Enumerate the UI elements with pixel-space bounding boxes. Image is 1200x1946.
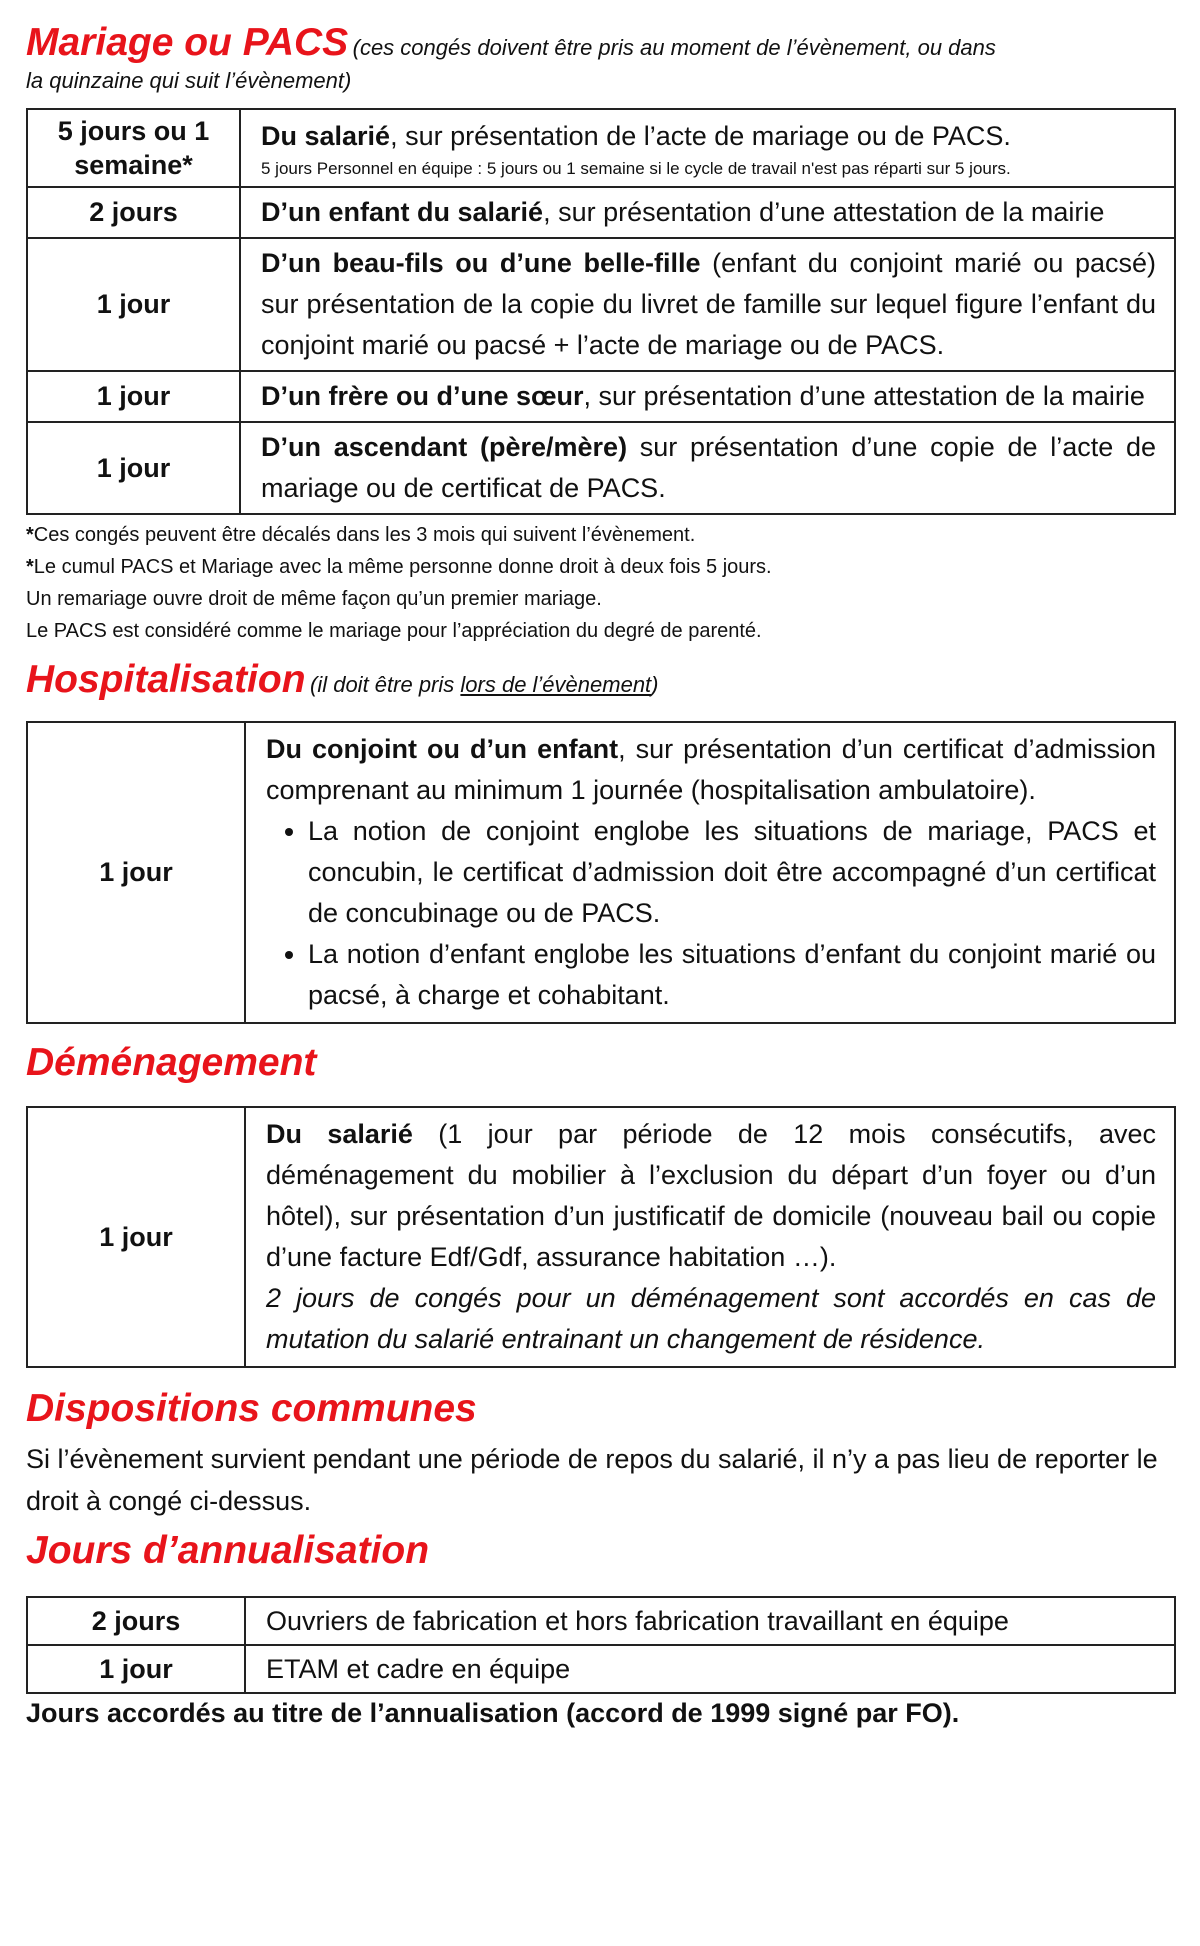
hospitalisation-heading [26, 657, 1176, 703]
note-star: * [26, 524, 34, 546]
bullet-list [266, 811, 1156, 1016]
dispositions-title: Dispositions communes [26, 1387, 477, 1430]
row-bold-text: D’un beau-fils ou d’une belle-fille [261, 248, 701, 278]
table-row [27, 422, 1175, 514]
description-cell: ETAM et cadre en équipe [245, 1645, 1175, 1693]
row-text: , sur présentation d’une attestation de la mairie [543, 197, 1105, 227]
mariage-table [26, 108, 1176, 515]
note-text: Le PACS est considéré comme le mariage pour l’appréciation du degré de parenté. [26, 620, 762, 642]
table-row [27, 1645, 1175, 1693]
row-text: , sur présentation de l’acte de mariage ou de PACS. [390, 120, 1011, 151]
list-item: • La notion d’enfant englobe les situations d’enfant du conjoint marié ou pacsé, à charge et cohabitant. [308, 934, 1156, 1016]
row-note: 5 jours Personnel en équipe : 5 jours ou 1 semaine si le cycle de travail n'est pas réparti sur 5 jours. [261, 158, 1011, 178]
days-cell: 1 jour [27, 722, 245, 1023]
description-cell [240, 187, 1175, 238]
table-row [27, 187, 1175, 238]
note-text: Un remariage ouvre droit de même façon qu’un premier mariage. [26, 588, 602, 610]
description-cell [245, 1107, 1175, 1367]
note-line [26, 519, 1176, 551]
row-bold-text: Du conjoint ou d’un enfant [266, 734, 619, 764]
row-text: (1 jour par période de 12 mois consécutifs, avec déménagement du mobilier à l’exclusion du départ d’un foyer ou d’un hôtel), sur présentation d’un justificatif de domicile (nouveau bail ou copie d’une facture Edf/Gdf, assurance habitation …). [266, 1119, 1156, 1272]
note-text: Le cumul PACS et Mariage avec la même personne donne droit à deux fois 5 jours. [33, 556, 772, 578]
days-cell: 5 jours ou 1 semaine* [27, 109, 240, 187]
note-line [26, 551, 1176, 583]
days-cell: 1 jour [27, 1645, 245, 1693]
annualisation-footer: Jours accordés au titre de l’annualisation (accord de 1999 signé par FO). [26, 1698, 960, 1728]
demenagement-heading [26, 1040, 1176, 1086]
subtitle-part: ) [651, 672, 659, 697]
days-cell: 2 jours [27, 1597, 245, 1645]
days-cell: 1 jour [27, 371, 240, 422]
row-text: (enfant du conjoint marié ou pacsé) sur présentation de la copie du livret de famille sur lequel figure l’enfant du conjoint marié ou pacsé + l’acte de mariage ou de PACS. [261, 248, 1156, 360]
row-text: , sur présentation d’une attestation de la mairie [583, 381, 1145, 411]
mariage-subtitle: (ces congés doivent être pris au moment de l’évènement, ou dans [352, 35, 996, 60]
table-row [27, 371, 1175, 422]
days-cell: 1 jour [27, 238, 240, 371]
annualisation-table [26, 1596, 1176, 1694]
demenagement-table [26, 1106, 1176, 1368]
note-line [26, 615, 1176, 647]
mariage-heading [26, 20, 1176, 66]
mariage-title: Mariage ou PACS [26, 21, 349, 64]
row-bold-text: D’un ascendant (père/mère) [261, 432, 628, 462]
subtitle-part: (il doit être pris [310, 672, 461, 697]
row-bold-text: D’un frère ou d’une sœur [261, 381, 584, 411]
dispositions-heading [26, 1386, 1176, 1432]
dispositions-text: Si l’évènement survient pendant une période de repos du salarié, il n’y a pas lieu de reporter le droit à congé ci-dessus. [26, 1444, 1158, 1516]
description-cell [240, 109, 1175, 187]
days-cell: 1 jour [27, 422, 240, 514]
row-italic-note: 2 jours de congés pour un déménagement sont accordés en cas de mutation du salarié entrainant un changement de résidence. [266, 1283, 1156, 1354]
annualisation-heading [26, 1528, 1176, 1574]
hospitalisation-table [26, 721, 1176, 1024]
table-row [27, 722, 1175, 1023]
days-cell: 1 jour [27, 1107, 245, 1367]
row-bold-text: Du salarié [261, 120, 391, 151]
days-cell: 2 jours [27, 187, 240, 238]
description-cell [245, 722, 1175, 1023]
row-text: , sur présentation d’un certificat d’admission comprenant au minimum 1 journée (hospitalisation ambulatoire). [266, 734, 1156, 805]
note-text: Ces congés peuvent être décalés dans les 3 mois qui suivent l’évènement. [33, 524, 696, 546]
table-row [27, 1107, 1175, 1367]
description-cell: Ouvriers de fabrication et hors fabrication travaillant en équipe [245, 1597, 1175, 1645]
hospitalisation-subtitle [310, 672, 659, 697]
table-row [27, 238, 1175, 371]
list-item: • La notion de conjoint englobe les situations de mariage, PACS et concubin, le certificat d’admission doit être accompagné d’un certificat de concubinage ou de PACS. [308, 811, 1156, 934]
row-bold-text: D’un enfant du salarié [261, 197, 544, 227]
note-line [26, 583, 1176, 615]
description-cell [240, 422, 1175, 514]
table-row [27, 109, 1175, 187]
table-row [27, 1597, 1175, 1645]
note-star: * [26, 556, 34, 578]
mariage-subtitle-continued: la quinzaine qui suit l’évènement) [26, 68, 352, 93]
mariage-notes [26, 519, 1176, 647]
annualisation-title: Jours d’annualisation [26, 1529, 430, 1572]
hospitalisation-title: Hospitalisation [26, 658, 306, 701]
description-cell [240, 238, 1175, 371]
row-text: sur présentation d’une copie de l’acte de mariage ou de certificat de PACS. [261, 432, 1156, 503]
demenagement-title: Déménagement [26, 1041, 317, 1084]
row-bold-text: Du salarié [266, 1119, 413, 1149]
description-cell [240, 371, 1175, 422]
subtitle-underlined: lors de l’évènement [460, 672, 652, 697]
